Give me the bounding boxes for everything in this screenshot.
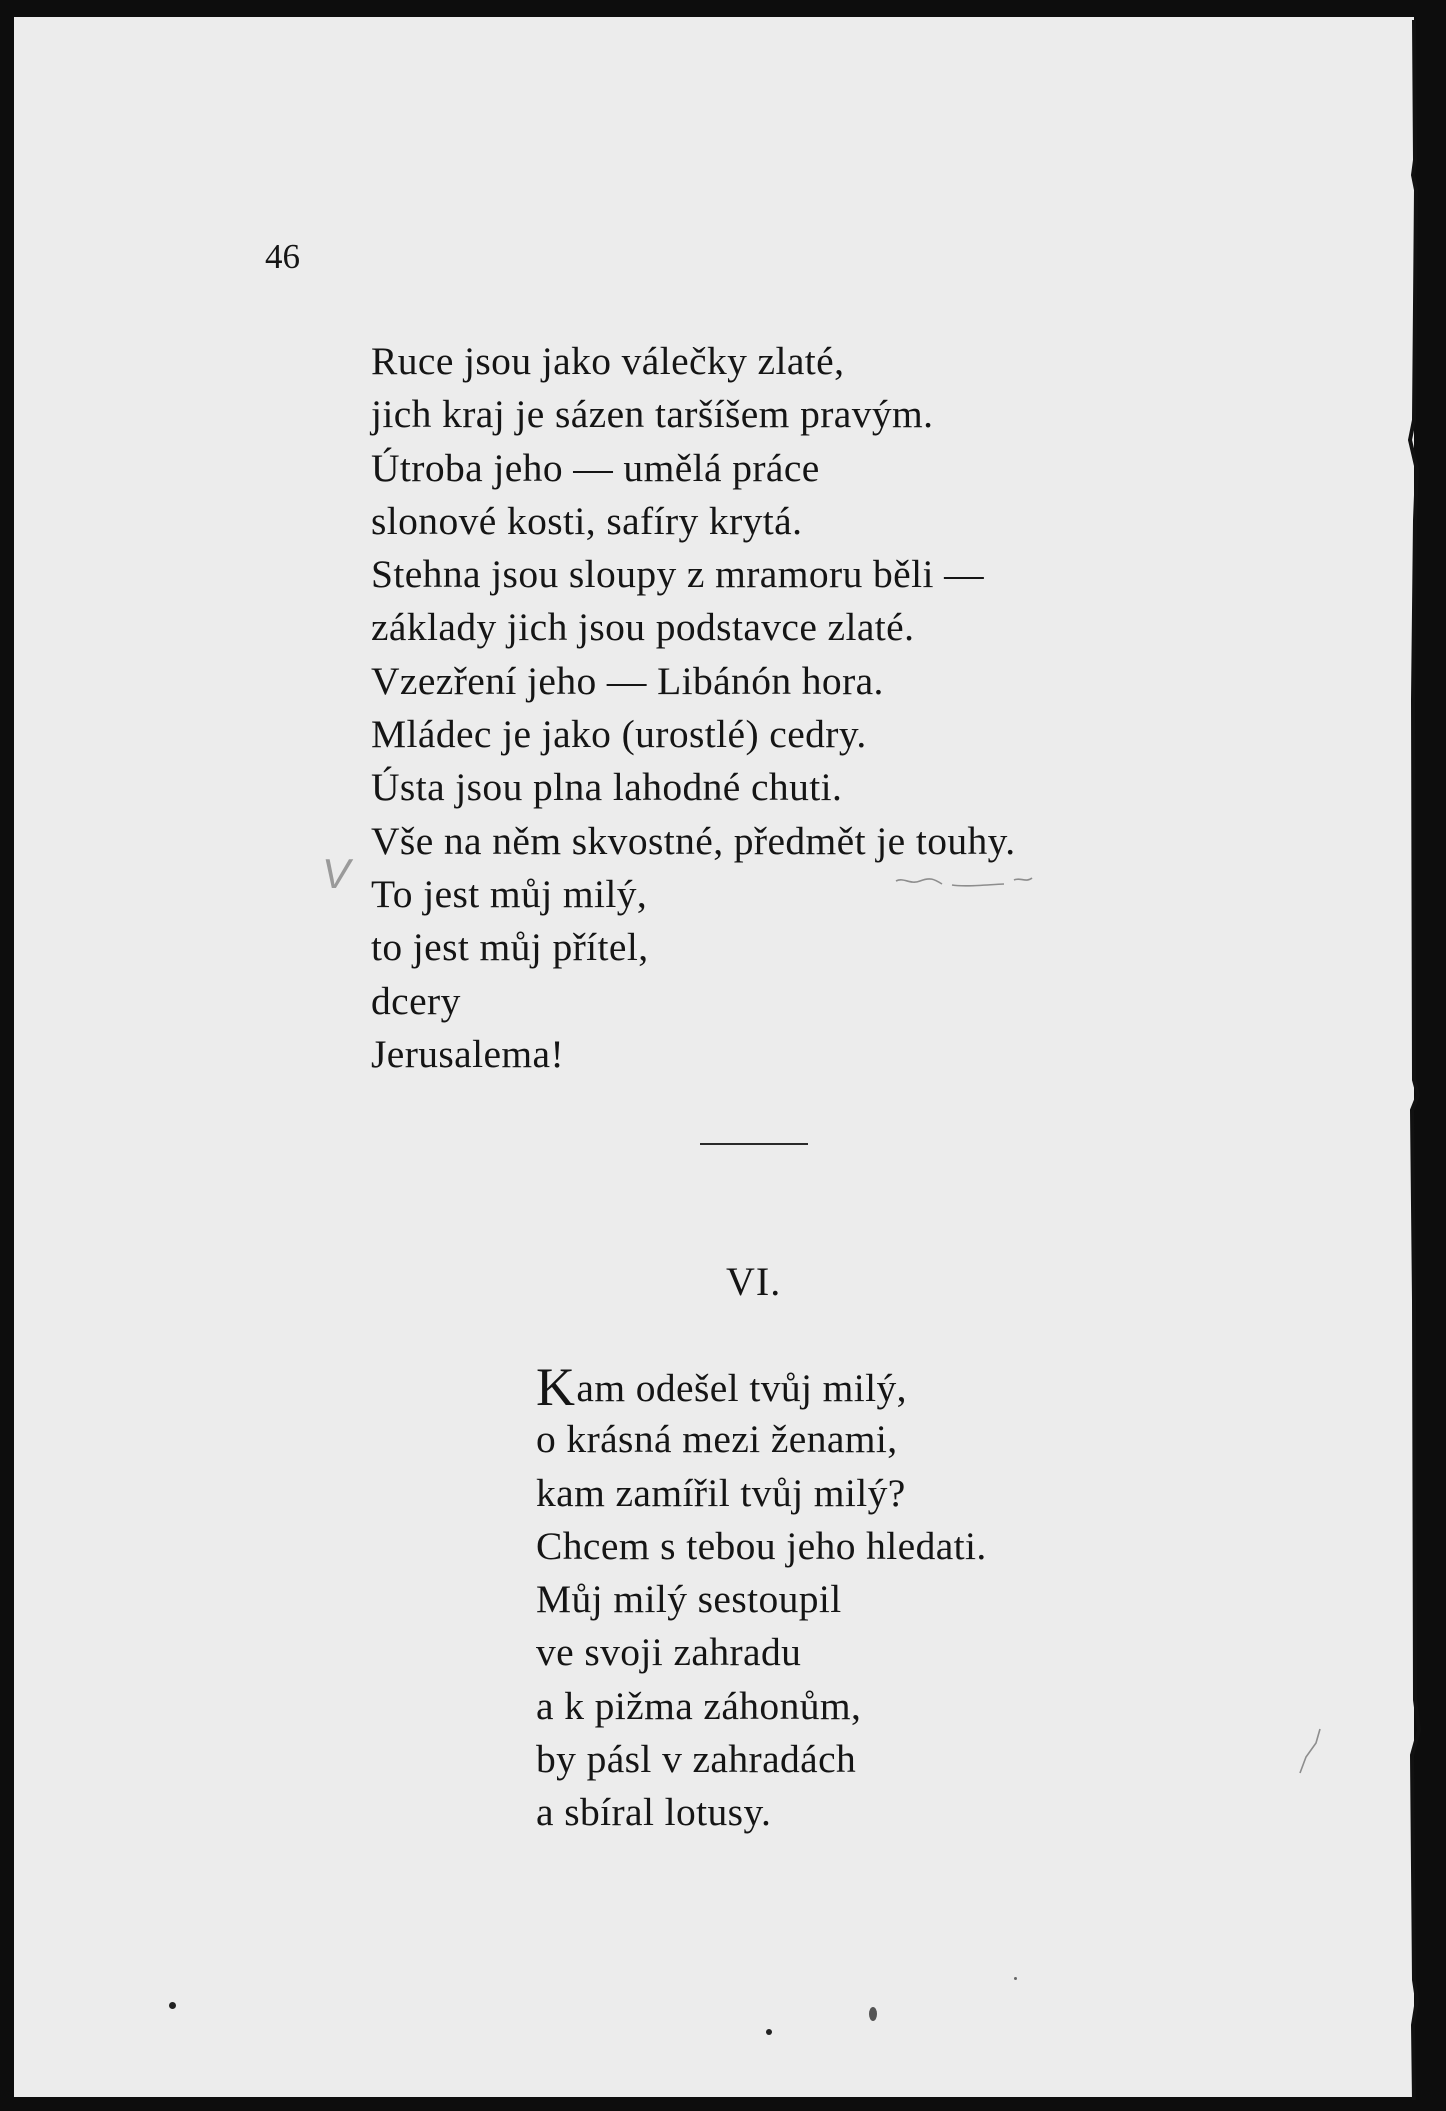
ink-speck bbox=[766, 2029, 772, 2035]
verse-line: to jest můj přítel, bbox=[371, 925, 649, 970]
stanza-one bbox=[371, 335, 1016, 1081]
page-number: 46 bbox=[265, 237, 300, 276]
verse-line-rest: am odešel tvůj milý, bbox=[576, 1366, 907, 1410]
book-page bbox=[14, 17, 1414, 2097]
verse-line: Stehna jsou sloupy z mramoru běli — bbox=[371, 552, 984, 597]
verse-line: jich kraj je sázen taršíšem pravým. bbox=[371, 392, 934, 437]
verse-line: Jerusalema! bbox=[371, 1031, 565, 1076]
verse-line: kam zamířil tvůj milý? bbox=[536, 1470, 906, 1515]
verse-line: o krásná mezi ženami, bbox=[536, 1417, 898, 1462]
verse-line: Vzezření jeho — Libánón hora. bbox=[371, 658, 884, 703]
drop-cap: K bbox=[536, 1357, 576, 1417]
verse-line: To jest můj milý, bbox=[371, 871, 648, 916]
verse-line: dcery bbox=[371, 978, 461, 1023]
verse-line: Můj milý sestoupil bbox=[536, 1577, 842, 1622]
verse-line: a sbíral lotusy. bbox=[536, 1790, 772, 1835]
pencil-margin-mark: V bbox=[322, 850, 351, 897]
verse-line: Ústa jsou plna lahodné chuti. bbox=[371, 765, 843, 810]
verse-line: slonové kosti, safíry krytá. bbox=[371, 498, 803, 543]
section-divider bbox=[700, 1143, 808, 1145]
binding-edge bbox=[1404, 0, 1424, 2111]
verse-line: Chcem s tebou jeho hledati. bbox=[536, 1523, 987, 1568]
verse-line: Vše na něm skvostné, předmět je touhy. bbox=[371, 818, 1016, 863]
verse-line: Ruce jsou jako válečky zlaté, bbox=[371, 339, 845, 383]
verse-line: a k pižma záhonům, bbox=[536, 1683, 862, 1728]
verse-line: by pásl v zahradách bbox=[536, 1737, 857, 1782]
ink-speck bbox=[1014, 1977, 1017, 1980]
pencil-underline-squiggle bbox=[894, 875, 1034, 893]
ink-speck bbox=[869, 2007, 877, 2021]
stanza-two bbox=[536, 1357, 987, 1840]
verse-line: základy jich jsou podstavce zlaté. bbox=[371, 605, 915, 650]
pencil-slash-mark bbox=[1294, 1727, 1324, 1777]
section-heading: VI. bbox=[726, 1259, 782, 1304]
verse-line: ve svoji zahradu bbox=[536, 1630, 802, 1675]
verse-line: Útroba jeho — umělá práce bbox=[371, 445, 820, 490]
verse-line-first bbox=[536, 1357, 987, 1417]
verse-line: Mládec je jako (urostlé) cedry. bbox=[371, 712, 867, 757]
ink-speck bbox=[169, 2002, 176, 2009]
